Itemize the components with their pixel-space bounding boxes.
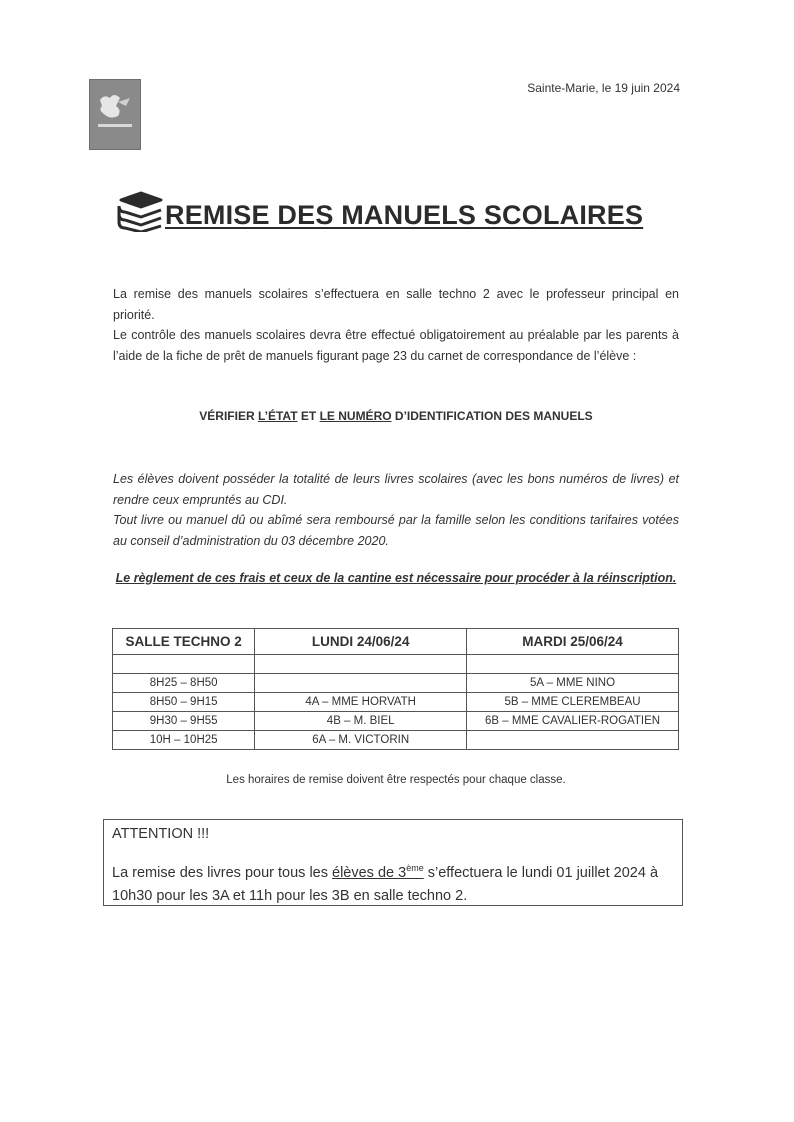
verify-instruction [113, 409, 679, 423]
intro-paragraph-2: Le contrôle des manuels scolaires devra être effectué obligatoirement au préalable par les parents à l’aide de la fiche de prêt de manuels figurant page 23 du carnet de correspondance de l’élève : [113, 328, 679, 363]
table-cell: 8H50 – 9H15 [113, 693, 255, 712]
table-row [113, 674, 679, 693]
column-header: MARDI 25/06/24 [467, 629, 679, 655]
table-header-row [113, 629, 679, 655]
table-row [113, 693, 679, 712]
table-cell: 10H – 10H25 [113, 731, 255, 750]
attention-title: ATTENTION !!! [112, 826, 210, 842]
schedule-note: Les horaires de remise doivent être respectés pour chaque classe. [226, 774, 566, 786]
verify-part: D’IDENTIFICATION DES MANUELS [391, 409, 593, 423]
intro-paragraph-1: La remise des manuels scolaires s’effectuera en salle techno 2 avec le professeur principal en priorité. [113, 287, 679, 322]
conditions-text [113, 469, 679, 551]
table-cell: 6B – MME CAVALIER-ROGATIEN [467, 712, 679, 731]
attention-box [103, 819, 683, 906]
payment-rule: Le règlement de ces frais et ceux de la cantine est nécessaire pour procéder à la réinscription. [115, 571, 677, 585]
attention-text-part: La remise des livres pour tous les [112, 864, 333, 881]
verify-part: VÉRIFIER [199, 409, 258, 423]
attention-text-part: s’effectuera le lundi 01 juillet 2024 à 10h30 pour les 3A et 11h pour les 3B en salle techno 2. [112, 864, 659, 904]
intro-text [113, 284, 679, 366]
verify-state: L’ÉTAT [257, 409, 298, 423]
table-cell [467, 731, 679, 750]
table-cell [113, 655, 255, 674]
table-row [113, 712, 679, 731]
table-cell: 5B – MME CLEREMBEAU [467, 693, 679, 712]
page-title: REMISE DES MANUELS SCOLAIRES [165, 200, 644, 230]
table-cell [255, 655, 467, 674]
table-cell: 8H25 – 8H50 [113, 674, 255, 693]
schedule-table [112, 628, 679, 750]
books-icon [115, 190, 165, 232]
attention-text [112, 857, 674, 908]
attention-sup: ème [406, 863, 424, 873]
table-cell: 5A – MME NINO [467, 674, 679, 693]
table-row [113, 655, 679, 674]
table-cell [467, 655, 679, 674]
school-logo-icon [89, 79, 141, 150]
table-cell: 4A – MME HORVATH [255, 693, 467, 712]
table-row [113, 731, 679, 750]
verify-part: ET [297, 409, 320, 423]
document-date: Sainte-Marie, le 19 juin 2024 [527, 81, 680, 95]
attention-grade: élèves de 3 [332, 864, 407, 881]
table-cell: 6A – M. VICTORIN [255, 731, 467, 750]
column-header: SALLE TECHNO 2 [113, 629, 255, 655]
column-header: LUNDI 24/06/24 [255, 629, 467, 655]
table-cell: 9H30 – 9H55 [113, 712, 255, 731]
table-cell [255, 674, 467, 693]
conditions-paragraph-1: Les élèves doivent posséder la totalité de leurs livres scolaires (avec les bons numéros de livres) et rendre ceux empruntés au CDI. [113, 472, 679, 507]
verify-number: LE NUMÉRO [319, 409, 392, 423]
title-block [115, 190, 643, 232]
conditions-paragraph-2: Tout livre ou manuel dû ou abîmé sera remboursé par la famille selon les conditions tarifaires votées au conseil d’administration du 03 décembre 2020. [113, 513, 679, 548]
attention-underlined [332, 865, 424, 881]
table-cell: 4B – M. BIEL [255, 712, 467, 731]
